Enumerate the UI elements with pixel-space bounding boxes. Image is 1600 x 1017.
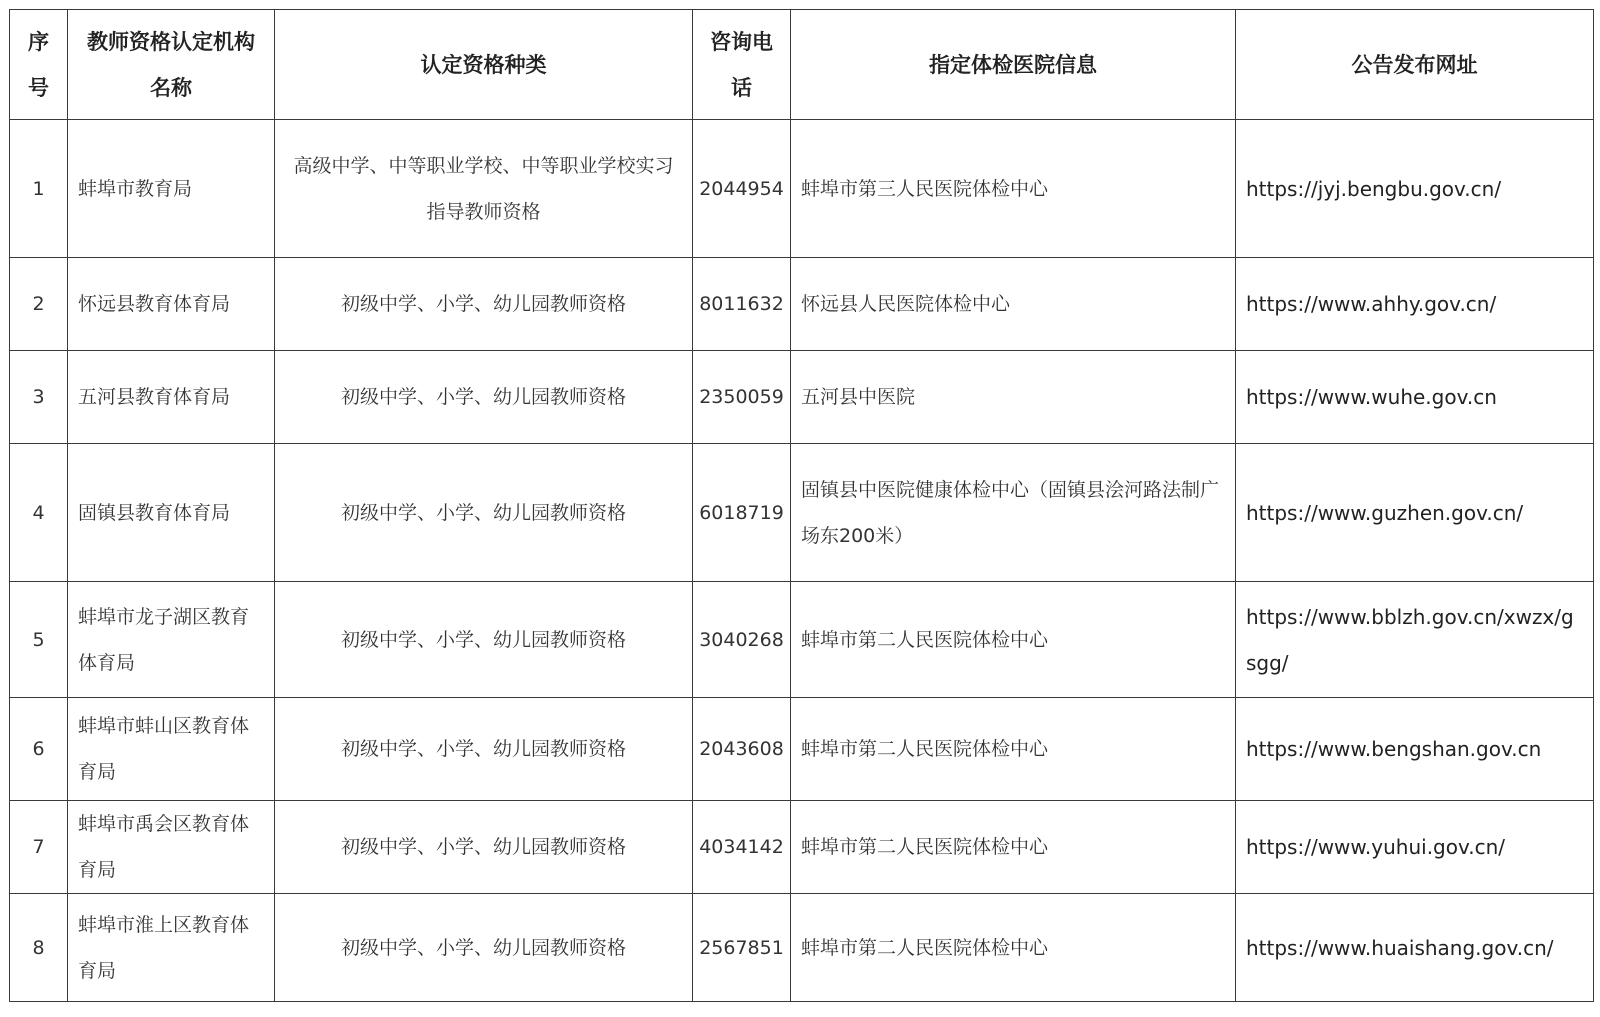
cell-url[interactable]: https://www.huaishang.gov.cn/ [1236, 894, 1594, 1002]
table-row [10, 698, 1594, 801]
header-type: 认定资格种类 [275, 10, 693, 120]
cell-url[interactable]: https://jyj.bengbu.gov.cn/ [1236, 120, 1594, 258]
cell-agency: 固镇县教育体育局 [68, 444, 275, 582]
table-row [10, 801, 1594, 894]
cell-type: 初级中学、小学、幼儿园教师资格 [275, 444, 693, 582]
cell-hospital: 蚌埠市第三人民医院体检中心 [791, 120, 1236, 258]
cell-type: 初级中学、小学、幼儿园教师资格 [275, 351, 693, 444]
cell-hospital: 蚌埠市第二人民医院体检中心 [791, 698, 1236, 801]
cell-agency: 蚌埠市教育局 [68, 120, 275, 258]
cell-url[interactable]: https://www.bengshan.gov.cn [1236, 698, 1594, 801]
cell-phone: 8011632 [693, 258, 791, 351]
header-url: 公告发布网址 [1236, 10, 1594, 120]
table-row [10, 258, 1594, 351]
cell-agency: 蚌埠市禹会区教育体育局 [68, 801, 275, 894]
cell-hospital: 蚌埠市第二人民医院体检中心 [791, 801, 1236, 894]
cell-url[interactable]: https://www.guzhen.gov.cn/ [1236, 444, 1594, 582]
cell-type: 初级中学、小学、幼儿园教师资格 [275, 582, 693, 698]
cell-type: 初级中学、小学、幼儿园教师资格 [275, 801, 693, 894]
cell-url[interactable]: https://www.yuhui.gov.cn/ [1236, 801, 1594, 894]
cell-agency: 蚌埠市淮上区教育体育局 [68, 894, 275, 1002]
cell-phone: 6018719 [693, 444, 791, 582]
table-row [10, 444, 1594, 582]
table-row [10, 582, 1594, 698]
cell-hospital: 五河县中医院 [791, 351, 1236, 444]
cell-url[interactable]: https://www.bblzh.gov.cn/xwzx/gsgg/ [1236, 582, 1594, 698]
cell-index: 5 [10, 582, 68, 698]
cell-agency: 怀远县教育体育局 [68, 258, 275, 351]
cell-index: 3 [10, 351, 68, 444]
cell-type: 高级中学、中等职业学校、中等职业学校实习指导教师资格 [275, 120, 693, 258]
table-row [10, 120, 1594, 258]
cell-phone: 4034142 [693, 801, 791, 894]
cell-index: 4 [10, 444, 68, 582]
cell-hospital: 蚌埠市第二人民医院体检中心 [791, 582, 1236, 698]
cell-type: 初级中学、小学、幼儿园教师资格 [275, 698, 693, 801]
cell-url[interactable]: https://www.ahhy.gov.cn/ [1236, 258, 1594, 351]
table-container [9, 9, 1594, 1002]
cell-index: 8 [10, 894, 68, 1002]
cell-url[interactable]: https://www.wuhe.gov.cn [1236, 351, 1594, 444]
cell-index: 7 [10, 801, 68, 894]
header-phone: 咨询电话 [693, 10, 791, 120]
teacher-certification-table [9, 9, 1594, 1002]
cell-agency: 五河县教育体育局 [68, 351, 275, 444]
cell-phone: 2043608 [693, 698, 791, 801]
table-header-row [10, 10, 1594, 120]
cell-index: 6 [10, 698, 68, 801]
header-agency: 教师资格认定机构名称 [68, 10, 275, 120]
cell-agency: 蚌埠市蚌山区教育体育局 [68, 698, 275, 801]
header-index: 序号 [10, 10, 68, 120]
cell-hospital: 固镇县中医院健康体检中心（固镇县浍河路法制广场东200米） [791, 444, 1236, 582]
cell-phone: 3040268 [693, 582, 791, 698]
cell-hospital: 蚌埠市第二人民医院体检中心 [791, 894, 1236, 1002]
cell-agency: 蚌埠市龙子湖区教育体育局 [68, 582, 275, 698]
cell-index: 1 [10, 120, 68, 258]
cell-phone: 2350059 [693, 351, 791, 444]
table-row [10, 894, 1594, 1002]
cell-phone: 2567851 [693, 894, 791, 1002]
cell-index: 2 [10, 258, 68, 351]
header-hospital: 指定体检医院信息 [791, 10, 1236, 120]
cell-type: 初级中学、小学、幼儿园教师资格 [275, 258, 693, 351]
cell-phone: 2044954 [693, 120, 791, 258]
table-row [10, 351, 1594, 444]
cell-hospital: 怀远县人民医院体检中心 [791, 258, 1236, 351]
cell-type: 初级中学、小学、幼儿园教师资格 [275, 894, 693, 1002]
